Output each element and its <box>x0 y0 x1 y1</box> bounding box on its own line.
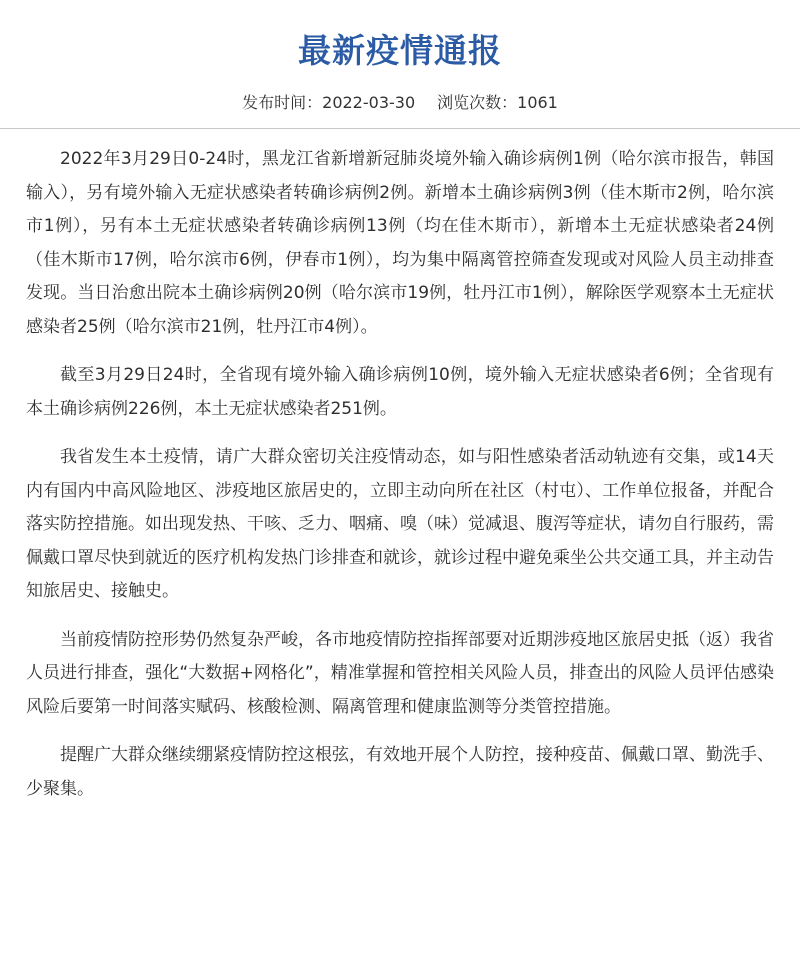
paragraph-3: 我省发生本土疫情，请广大群众密切关注疫情动态，如与阳性感染者活动轨迹有交集，或14天内有国内中高风险地区、涉疫地区旅居史的，立即主动向所在社区（村屯）、工作单位报备，并配合落实防控措施。如出现发热、干咳、乏力、咽痛、嗅（味）觉减退、腹泻等症状，请勿自行服药，需佩戴口罩尽快到就近的医疗机构发热门诊排查和就诊，就诊过程中避免乘坐公共交通工具，并主动告知旅居史、接触史。 <box>26 447 774 601</box>
paragraph-1: 2022年3月29日0-24时，黑龙江省新增新冠肺炎境外输入确诊病例1例（哈尔滨市报告，韩国输入），另有境外输入无症状感染者转确诊病例2例。新增本土确诊病例3例（佳木斯市2例，哈尔滨市1例），另有本土无症状感染者转确诊病例13例（均在佳木斯市），新增本土无症状感染者24例（佳木斯市17例，哈尔滨市6例，伊春市1例），均为集中隔离管控筛查发现或对风险人员主动排查发现。当日治愈出院本土确诊病例20例（哈尔滨市19例，牡丹江市1例），解除医学观察本土无症状感染者25例（哈尔滨市21例，牡丹江市4例）。 <box>26 149 774 337</box>
paragraph-4: 当前疫情防控形势仍然复杂严峻，各市地疫情防控指挥部要对近期涉疫地区旅居史抵（返）我省人员进行排查，强化“大数据+网格化”，精准掌握和管控相关风险人员，排查出的风险人员评估感染风险后要第一时间落实赋码、核酸检测、隔离管理和健康监测等分类管控措施。 <box>26 629 774 717</box>
page-title: 最新疫情通报 <box>298 31 502 70</box>
paragraph-2: 截至3月29日24时，全省现有境外输入确诊病例10例，境外输入无症状感染者6例；全省现有本土确诊病例226例，本土无症状感染者251例。 <box>26 365 774 419</box>
article-meta <box>0 90 800 116</box>
views-label: 浏览次数： <box>437 93 518 112</box>
publish-label: 发布时间： <box>242 93 323 112</box>
paragraph-5: 提醒广大群众继续绷紧疫情防控这根弦，有效地开展个人防控，接种疫苗、佩戴口罩、勤洗手、少聚集。 <box>26 745 774 799</box>
article-body <box>0 129 800 806</box>
views-count: 1061 <box>517 93 558 112</box>
publish-date: 2022-03-30 <box>322 93 416 112</box>
